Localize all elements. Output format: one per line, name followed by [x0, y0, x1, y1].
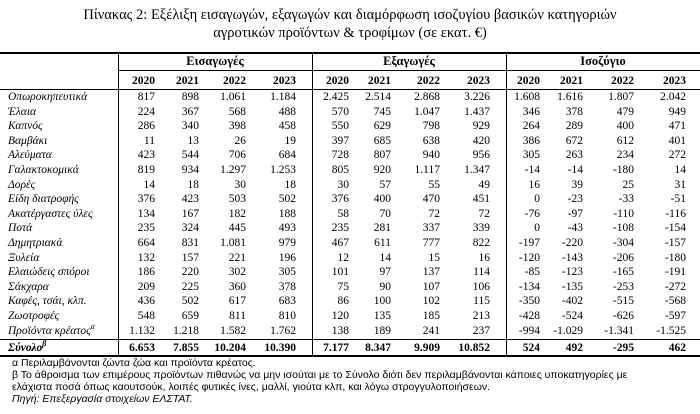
table-cell: -428	[518, 310, 540, 322]
table-cell: 281	[373, 222, 391, 234]
table-cell: 272	[668, 149, 686, 161]
table-cell: -14	[567, 164, 583, 176]
table-cell: 19	[284, 135, 296, 147]
table-cell: 72	[478, 208, 490, 220]
row-label	[8, 324, 95, 338]
table-cell: 305	[278, 266, 296, 278]
year-header: 2020	[326, 75, 349, 87]
table-cell: 26	[234, 135, 246, 147]
total-top-rule	[0, 339, 700, 340]
row-label	[8, 280, 49, 294]
table-cell: -191	[664, 266, 686, 278]
year-header: 2020	[517, 75, 540, 87]
table-cell: 286	[137, 120, 155, 132]
table-cell: 445	[228, 222, 246, 234]
table-cell: 467	[331, 237, 349, 249]
table-cell: 3.226	[464, 91, 490, 103]
row-label	[8, 294, 87, 308]
row-label	[8, 148, 52, 162]
total-cell: 9.909	[414, 342, 440, 354]
row-label-text: Ελαιώδεις σπόροι	[8, 266, 90, 278]
year-header: 2021	[368, 75, 391, 87]
row-label-text: Ακατέργαστες ύλες	[8, 208, 93, 220]
table-cell: 16	[528, 179, 540, 191]
table-cell: -51	[670, 193, 686, 205]
table-cell: 264	[522, 120, 540, 132]
table-cell: -116	[665, 208, 686, 220]
table-cell: 55	[428, 179, 440, 191]
row-label	[8, 90, 87, 104]
table-cell: 86	[337, 295, 349, 307]
row-label-text: Ξυλεία	[8, 252, 40, 264]
total-cell: 10.852	[458, 342, 490, 354]
table-cell: -180	[664, 252, 686, 264]
row-label	[8, 265, 90, 279]
row-label	[8, 221, 32, 235]
year-header: 2023	[467, 75, 490, 87]
table-cell: 75	[337, 281, 349, 293]
table-cell: 777	[422, 237, 440, 249]
table-cell: 1.762	[270, 325, 296, 337]
table-cell: 132	[137, 252, 155, 264]
table-cell: 934	[181, 164, 199, 176]
total-cell: 10.390	[264, 342, 296, 354]
group-header-balance: Ισοζύγιο	[580, 54, 626, 68]
table-cell: -123	[561, 266, 583, 278]
table-cell: 929	[472, 120, 490, 132]
table-cell: 367	[181, 106, 199, 118]
total-cell: 6.653	[129, 342, 155, 354]
table-cell: 263	[565, 149, 583, 161]
table-cell: 672	[565, 135, 583, 147]
table-cell: 235	[331, 222, 349, 234]
table-cell: -43	[567, 222, 583, 234]
total-cell: 524	[522, 342, 540, 354]
table-cell: 189	[373, 325, 391, 337]
source-note: Πηγή: Επεξεργασία στοιχείων ΕΛΣΤΑΤ.	[12, 393, 193, 405]
table-cell: -110	[613, 208, 634, 220]
table-cell: 221	[228, 252, 246, 264]
table-cell: 106	[472, 281, 490, 293]
table-cell: 685	[373, 135, 391, 147]
table-cell: -350	[518, 295, 540, 307]
table-cell: -197	[518, 237, 540, 249]
table-cell: 659	[181, 310, 199, 322]
table-cell: 2.425	[323, 91, 349, 103]
total-cell: 10.204	[214, 342, 246, 354]
table-cell: -568	[664, 295, 686, 307]
table-cell: 706	[228, 149, 246, 161]
group-header-imports: Εισαγωγές	[186, 54, 244, 68]
table-cell: 100	[373, 295, 391, 307]
row-label	[8, 251, 39, 265]
table-cell: 1.184	[270, 91, 296, 103]
table-cell: 376	[331, 193, 349, 205]
row-label-text: Καπνός	[8, 120, 43, 132]
table-cell: 39	[571, 179, 583, 191]
table-cell: 548	[137, 310, 155, 322]
table-cell: 401	[668, 135, 686, 147]
table-cell: 423	[181, 193, 199, 205]
table-cell: -180	[612, 164, 634, 176]
table-cell: 798	[422, 120, 440, 132]
row-label-text: Ποτά	[8, 222, 33, 234]
table-cell: 664	[137, 237, 155, 249]
table-cell: 339	[472, 222, 490, 234]
year-header: 2023	[273, 75, 296, 87]
table-cell: 1.347	[464, 164, 490, 176]
table-cell: 683	[278, 295, 296, 307]
table-cell: 819	[137, 164, 155, 176]
table-cell: 138	[331, 325, 349, 337]
table-cell: 470	[422, 193, 440, 205]
table-cell: 920	[373, 164, 391, 176]
table-cell: -165	[612, 266, 634, 278]
table-cell: 101	[331, 266, 349, 278]
table-cell: 436	[137, 295, 155, 307]
table-cell: -626	[612, 310, 634, 322]
total-row-label	[8, 341, 46, 355]
table-cell: 550	[331, 120, 349, 132]
table-cell: 213	[472, 310, 490, 322]
table-cell: 120	[331, 310, 349, 322]
table-cell: 502	[181, 295, 199, 307]
row-label	[8, 309, 59, 323]
table-cell: 57	[379, 179, 391, 191]
table-cell: 1.117	[414, 164, 440, 176]
table-cell: 1.437	[464, 106, 490, 118]
table-cell: 31	[674, 179, 686, 191]
total-cell: -295	[612, 342, 634, 354]
row-label-text: Προϊόντα κρέατος	[8, 325, 91, 337]
table-cell: 1.061	[220, 91, 246, 103]
table-cell: -76	[524, 208, 540, 220]
table-cell: 488	[278, 106, 296, 118]
table-cell: 237	[472, 325, 490, 337]
table-cell: 617	[228, 295, 246, 307]
total-cell: 7.177	[323, 342, 349, 354]
table-cell: 822	[472, 237, 490, 249]
table-cell: 831	[181, 237, 199, 249]
table-cell: 940	[422, 149, 440, 161]
table-cell: -14	[524, 164, 540, 176]
table-cell: 72	[428, 208, 440, 220]
year-header: 2022	[223, 75, 246, 87]
table-cell: -108	[612, 222, 634, 234]
table-cell: 337	[422, 222, 440, 234]
table-cell: 15	[428, 252, 440, 264]
total-cell: 462	[668, 342, 686, 354]
table-cell: 0	[534, 222, 540, 234]
table-cell: 378	[565, 106, 583, 118]
footnote-alpha: α Περιλαμβάνονται ζώντα ζώα και προϊόντα κρέατος.	[12, 357, 256, 369]
row-label-text: Δημητριακά	[8, 237, 63, 249]
table-cell: 11	[143, 135, 155, 147]
table-cell: 458	[278, 120, 296, 132]
table-cell: 1.253	[270, 164, 296, 176]
table-cell: -33	[618, 193, 634, 205]
table-cell: 157	[181, 252, 199, 264]
title-line-1: Πίνακας 2: Εξέλιξη εισαγωγών, εξαγωγών και διαμόρφωση ισοζυγίου βασικών κατηγοριών	[83, 7, 617, 23]
table-cell: 817	[137, 91, 155, 103]
total-cell: 492	[565, 342, 583, 354]
table-cell: 360	[228, 281, 246, 293]
table-cell: 196	[278, 252, 296, 264]
table-cell: 167	[181, 208, 199, 220]
row-label	[8, 236, 62, 250]
table-cell: 90	[379, 281, 391, 293]
table-cell: 493	[278, 222, 296, 234]
table-cell: 898	[181, 91, 199, 103]
row-label-text: Δορές	[8, 179, 36, 191]
table-cell: 378	[278, 281, 296, 293]
table-cell: 115	[473, 295, 490, 307]
table-cell: 956	[472, 149, 490, 161]
footnote-marker: β	[42, 339, 47, 349]
table-cell: 397	[331, 135, 349, 147]
table-cell: 30	[337, 179, 349, 191]
row-label	[8, 192, 79, 206]
table-cell: 810	[278, 310, 296, 322]
row-label-text: Ζωοτροφές	[8, 310, 60, 322]
table-cell: 2.514	[365, 91, 391, 103]
table-cell: 638	[422, 135, 440, 147]
table-cell: -206	[612, 252, 634, 264]
table-cell: 97	[379, 266, 391, 278]
table-cell: 182	[228, 208, 246, 220]
table-cell: 503	[228, 193, 246, 205]
year-header: 2020	[132, 75, 155, 87]
table-cell: 544	[181, 149, 199, 161]
table-cell: -524	[561, 310, 583, 322]
table-cell: 745	[373, 106, 391, 118]
row-label-text: Αλεύματα	[8, 149, 52, 161]
group-header-exports: Εξαγωγές	[383, 54, 435, 68]
table-cell: -220	[561, 237, 583, 249]
table-cell: 224	[137, 106, 155, 118]
table-cell: -304	[612, 237, 634, 249]
table-cell: 570	[331, 106, 349, 118]
table-cell: 807	[373, 149, 391, 161]
table-cell: 137	[422, 266, 440, 278]
table-cell: 1.582	[220, 325, 246, 337]
table-cell: 949	[668, 106, 686, 118]
table-cell: 18	[284, 179, 296, 191]
table-cell: 979	[278, 237, 296, 249]
table-cell: 479	[616, 106, 634, 118]
table-cell: 107	[422, 281, 440, 293]
table-cell: 568	[228, 106, 246, 118]
table-cell: 400	[616, 120, 634, 132]
table-cell: -402	[561, 295, 583, 307]
table-cell: -1.341	[604, 325, 634, 337]
row-label	[8, 134, 47, 148]
table-cell: 235	[137, 222, 155, 234]
table-cell: 811	[229, 310, 246, 322]
table-cell: 114	[473, 266, 490, 278]
table-cell: 305	[522, 149, 540, 161]
table-cell: 14	[143, 179, 155, 191]
row-label-text: Γαλακτοκομικά	[8, 164, 79, 176]
table-cell: 728	[331, 149, 349, 161]
table-cell: 420	[472, 135, 490, 147]
table-cell: 346	[522, 106, 540, 118]
year-header: 2022	[417, 75, 440, 87]
table-cell: 58	[337, 208, 349, 220]
footnote-marker: α	[90, 322, 95, 332]
year-header: 2023	[663, 75, 686, 87]
table-cell: -23	[567, 193, 583, 205]
table-cell: -1.525	[656, 325, 686, 337]
row-label-text: Οπωροκηπευτικά	[8, 91, 88, 103]
table-cell: -157	[664, 237, 686, 249]
table-cell: 340	[181, 120, 199, 132]
total-cell: 7.855	[173, 342, 199, 354]
table-cell: -597	[664, 310, 686, 322]
table-cell: 102	[422, 295, 440, 307]
table-cell: 225	[181, 281, 199, 293]
table-cell: 423	[137, 149, 155, 161]
table-cell: 12	[337, 252, 349, 264]
table-cell: 611	[374, 237, 391, 249]
table-cell: 220	[181, 266, 199, 278]
table-cell: 629	[373, 120, 391, 132]
table-cell: -994	[518, 325, 540, 337]
table-cell: 1.132	[129, 325, 155, 337]
table-cell: 18	[187, 179, 199, 191]
table-cell: 1.218	[173, 325, 199, 337]
table-cell: 16	[478, 252, 490, 264]
table-cell: 14	[379, 252, 391, 264]
table-cell: 400	[373, 193, 391, 205]
row-label-text: Καφές, τσάι, κλπ.	[8, 295, 87, 307]
table-cell: 324	[181, 222, 199, 234]
table-cell: -1.029	[553, 325, 583, 337]
title-line-2: αγροτικών προϊόντων & τροφίμων (σε εκατ. €)	[213, 25, 487, 41]
table-cell: -143	[561, 252, 583, 264]
row-label	[8, 178, 35, 192]
table-cell: -134	[518, 281, 540, 293]
table-cell: 2.042	[660, 91, 686, 103]
table-cell: 234	[616, 149, 634, 161]
year-header: 2021	[176, 75, 199, 87]
table-cell: -154	[664, 222, 686, 234]
table-cell: 0	[534, 193, 540, 205]
total-label-text: Σύνολο	[8, 342, 43, 354]
table-cell: -135	[561, 281, 583, 293]
table-cell: -85	[524, 266, 540, 278]
row-label-text: Είδη διατροφής	[8, 193, 79, 205]
table-cell: 376	[137, 193, 155, 205]
table-cell: -97	[567, 208, 583, 220]
table-cell: -120	[518, 252, 540, 264]
table-cell: 185	[422, 310, 440, 322]
table-cell: 451	[472, 193, 490, 205]
table-cell: 13	[187, 135, 199, 147]
row-label	[8, 207, 93, 221]
table-cell: 135	[373, 310, 391, 322]
table-cell: 1.807	[608, 91, 634, 103]
table-cell: 241	[422, 325, 440, 337]
year-header: 2021	[560, 75, 583, 87]
group-header-rule	[118, 70, 700, 71]
table-cell: 209	[137, 281, 155, 293]
table-cell: 1.297	[220, 164, 246, 176]
row-label	[8, 163, 79, 177]
table-cell: 188	[278, 208, 296, 220]
table-cell: 471	[668, 120, 686, 132]
table-cell: 398	[228, 120, 246, 132]
footnote-beta-line-1: β Το άθροισμα των επιμέρους προϊόντων πιθανώς να μην ισούται με το Σύνολο διότι δεν περιλαμβάνονται κάποιες υποκατηγορίες με	[12, 369, 628, 381]
table-cell: 25	[622, 179, 634, 191]
table-cell: 612	[616, 135, 634, 147]
table-cell: 2.868	[414, 91, 440, 103]
row-label-text: Σάκχαρα	[8, 281, 49, 293]
table-cell: 684	[278, 149, 296, 161]
table-cell: 70	[379, 208, 391, 220]
table-cell: 302	[228, 266, 246, 278]
year-header: 2022	[611, 75, 634, 87]
table-cell: -253	[612, 281, 634, 293]
table-cell: -272	[664, 281, 686, 293]
footnote-beta-line-2: ελάχιστα ποσά όπως καουτσούκ, λοιπές φυτικές ίνες, μαλλί, γιούτα κλπ, και λόγω στρογγυλοποιήσεων.	[12, 381, 491, 393]
total-cell: 8.347	[365, 342, 391, 354]
row-label-text: Βαμβάκι	[8, 135, 48, 147]
row-label	[8, 105, 36, 119]
table-cell: 289	[565, 120, 583, 132]
table-cell: 386	[522, 135, 540, 147]
table-cell: 1.608	[514, 91, 540, 103]
row-label-text: Έλαια	[8, 106, 37, 118]
table-cell: 134	[137, 208, 155, 220]
table-cell: 502	[278, 193, 296, 205]
table-cell: -515	[612, 295, 634, 307]
row-label	[8, 119, 43, 133]
table-cell: 1.081	[220, 237, 246, 249]
table-cell: 186	[137, 266, 155, 278]
table-cell: 14	[674, 164, 686, 176]
table-cell: 805	[331, 164, 349, 176]
table-cell: 30	[234, 179, 246, 191]
table-cell: 49	[478, 179, 490, 191]
table-cell: 1.047	[414, 106, 440, 118]
table-cell: 1.616	[557, 91, 583, 103]
